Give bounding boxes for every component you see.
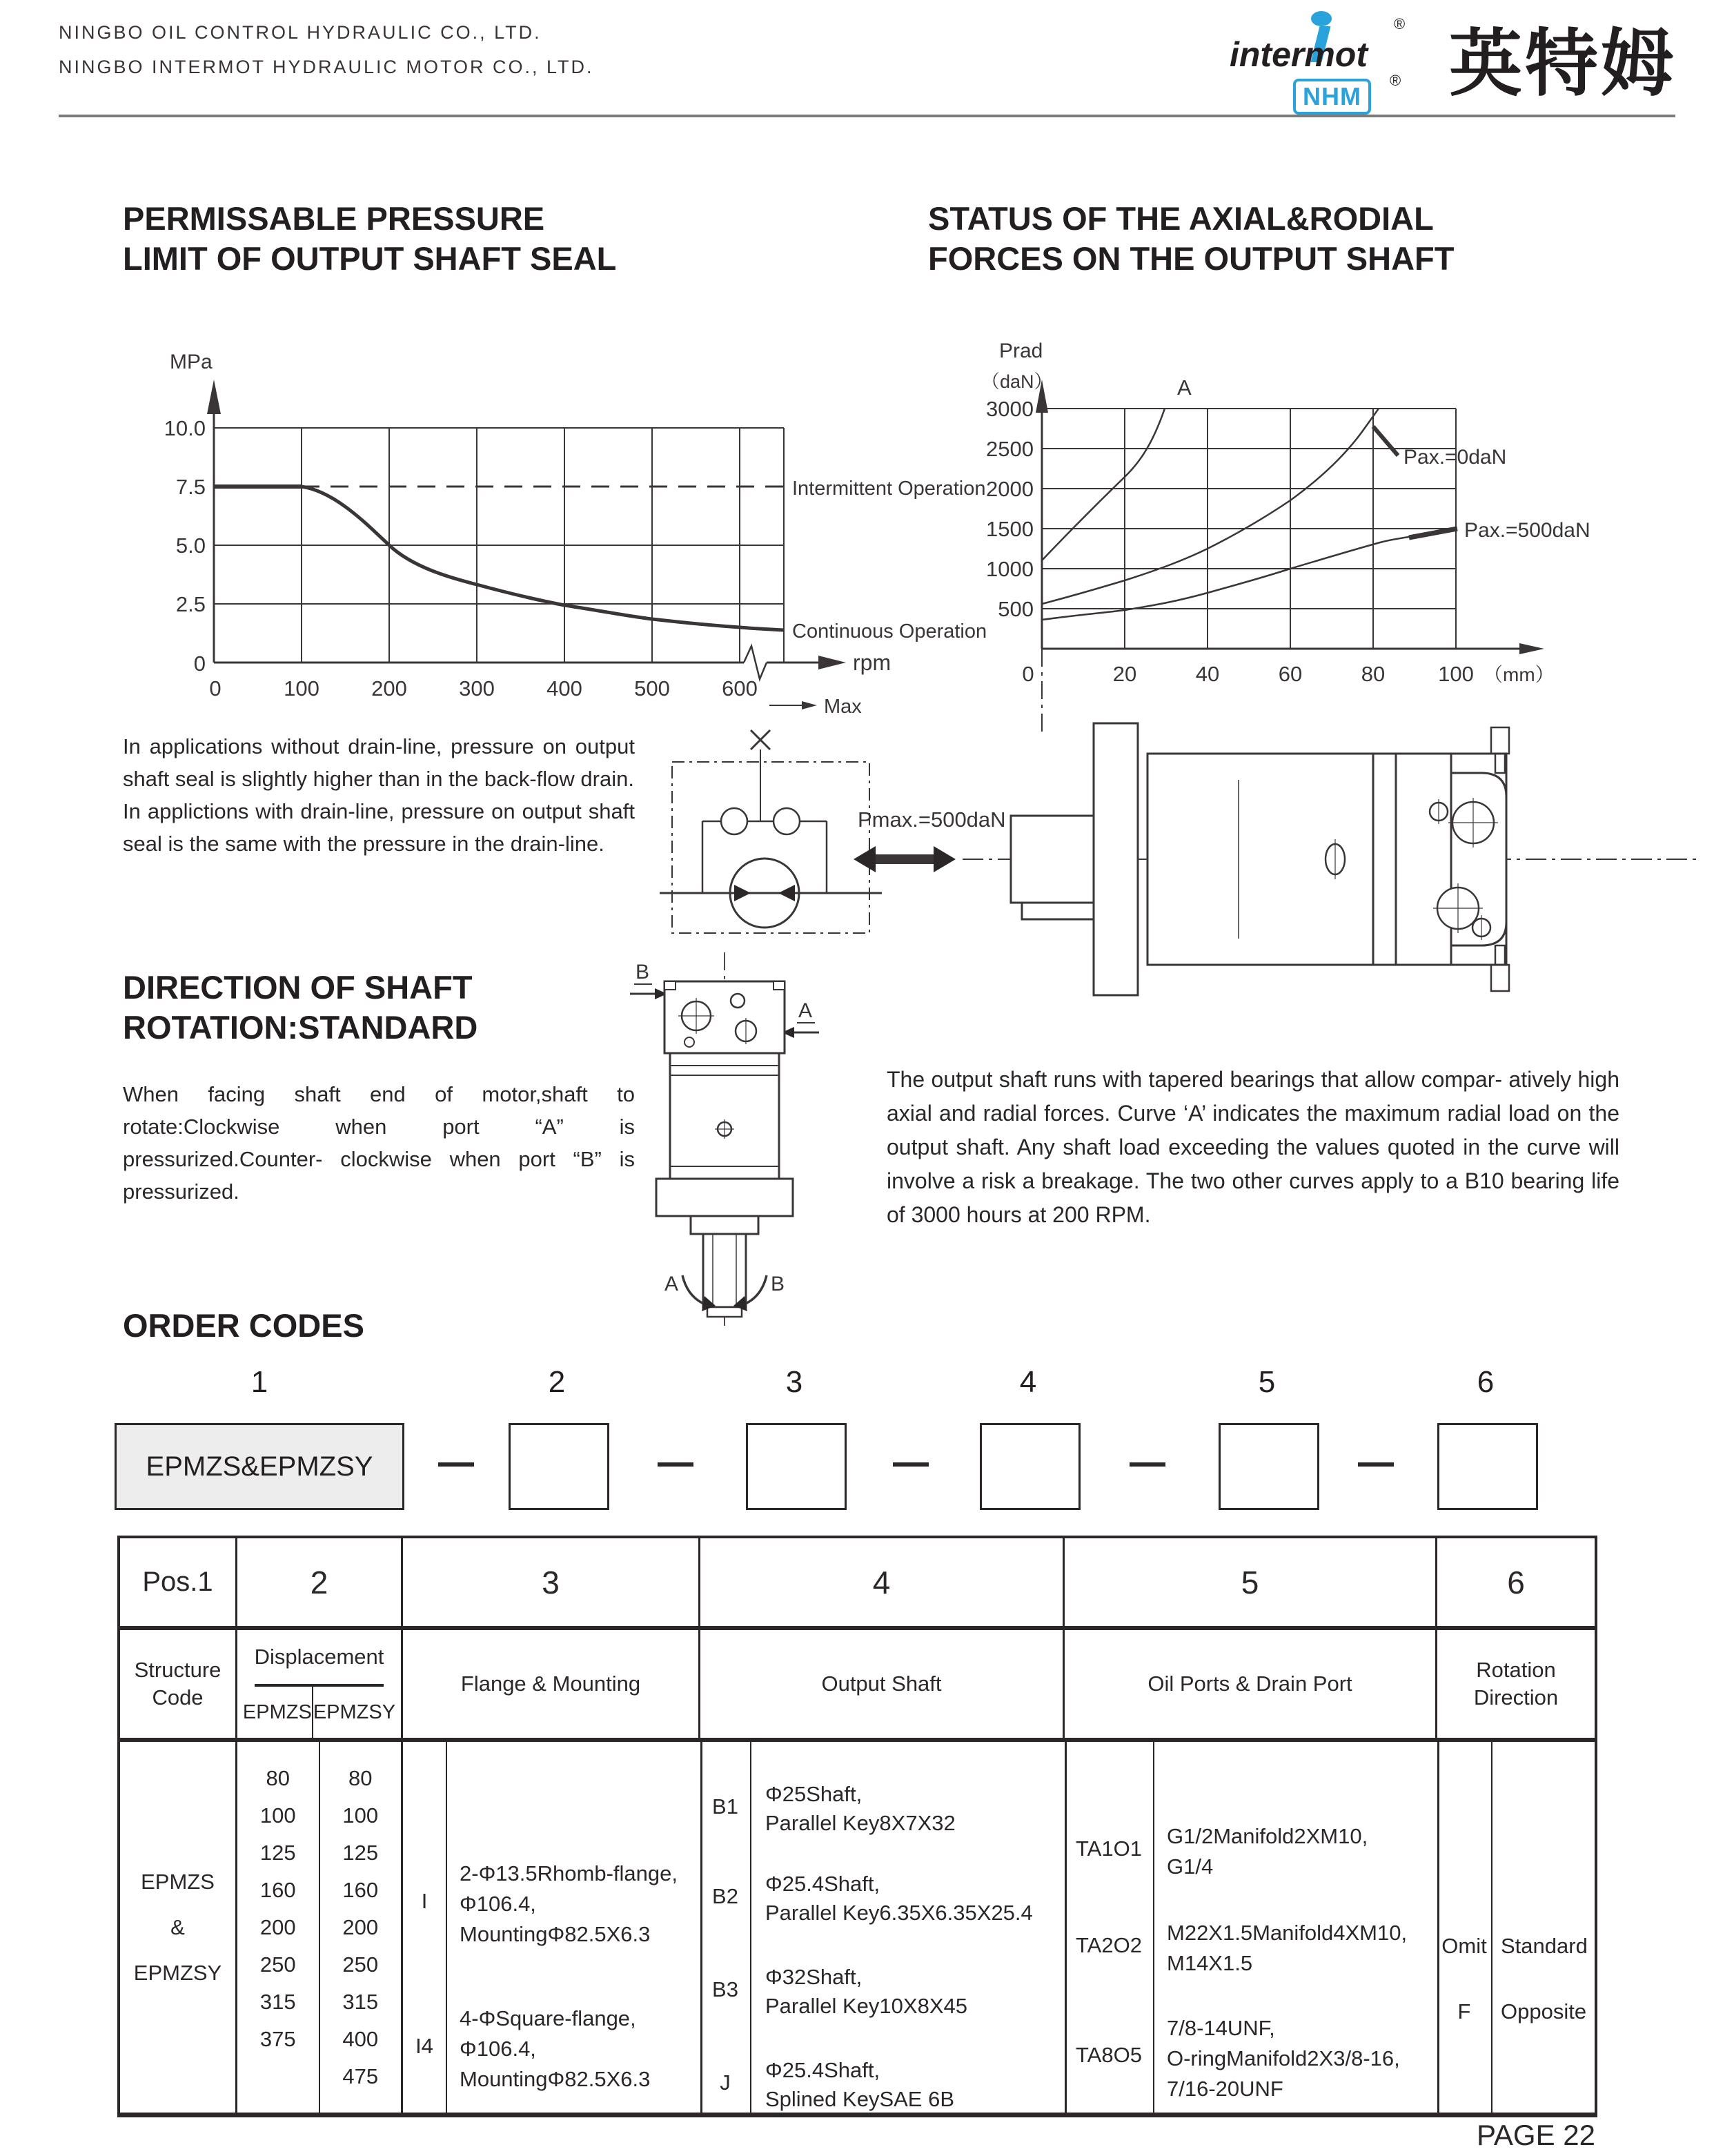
pax0-pointer xyxy=(1373,427,1398,455)
structure-code-cell: EPMZS & EPMZSY xyxy=(120,1742,237,2115)
svg-text:100: 100 xyxy=(1438,662,1474,686)
table-pos-header: 3 xyxy=(403,1538,700,1630)
y-axis-arrow-icon xyxy=(207,380,221,414)
x-axis-arrow-icon xyxy=(818,656,846,669)
code-separator-dash xyxy=(438,1462,474,1467)
port-code: TA2O2 xyxy=(1076,1933,1142,1957)
svg-text:B: B xyxy=(771,1273,785,1295)
header-rule xyxy=(59,115,1675,117)
svg-text:1000: 1000 xyxy=(986,557,1034,581)
shaft-desc: Φ25.4Shaft, Splined KeySAE 6B xyxy=(765,2058,955,2111)
svg-text:2000: 2000 xyxy=(986,477,1034,501)
flange-code: I4 xyxy=(415,2034,433,2058)
chinese-brand-name: 英特姆 xyxy=(1449,23,1677,105)
continuous-operation-curve xyxy=(302,487,784,630)
flow-arrow-right-icon xyxy=(778,885,795,901)
svg-text:10.0: 10.0 xyxy=(164,416,206,440)
x-tick-labels xyxy=(209,676,757,700)
order-code-box-5 xyxy=(1219,1423,1319,1510)
y-label-2: （daN） xyxy=(981,371,1053,392)
nhm-logo: NHM xyxy=(1293,79,1371,115)
brand-logo xyxy=(1230,4,1699,108)
svg-text:A: A xyxy=(664,1273,679,1295)
port-desc: 7/8-14UNF, O-ringManifold2X3/8-16, 7/16-20UNF xyxy=(1167,2016,1400,2101)
position-number-3: 3 xyxy=(785,1365,803,1399)
svg-text:80: 80 xyxy=(1361,662,1386,686)
structure-code-header: Structure Code xyxy=(120,1630,237,1742)
svg-text:5.0: 5.0 xyxy=(175,533,206,558)
svg-text:600: 600 xyxy=(722,676,758,700)
x-axis xyxy=(1042,643,1544,654)
x-unit-label: rpm xyxy=(853,650,891,675)
rotation-code: Omit xyxy=(1441,1934,1487,1958)
oil-ports-header: Oil Ports & Drain Port xyxy=(1065,1630,1437,1742)
position-number-6: 6 xyxy=(1477,1365,1495,1399)
curve-pax500 xyxy=(1042,537,1409,620)
rotation-desc: Standard xyxy=(1501,1934,1588,1958)
shaft-desc: Φ25Shaft, Parallel Key8X7X32 xyxy=(765,1782,956,1835)
svg-text:200: 200 xyxy=(371,676,407,700)
svg-text:B: B xyxy=(636,961,650,983)
drain-plug-icon xyxy=(751,730,770,749)
radial-forces-chart xyxy=(932,290,1734,745)
svg-text:7.5: 7.5 xyxy=(175,475,206,499)
svg-text:500: 500 xyxy=(634,676,670,700)
x-unit-label: （mm） xyxy=(1484,664,1555,685)
y-label-1: Prad xyxy=(999,340,1043,362)
axial-force-arrow-icon xyxy=(854,846,956,872)
epmzs-column-header: EPMZS xyxy=(243,1687,313,1738)
pressure-section-title: PERMISSABLE PRESSURE LIMIT OF OUTPUT SHAFT SEAL xyxy=(123,200,617,277)
svg-text:300: 300 xyxy=(459,676,495,700)
flange-desc: 4-ΦSquare-flange, Φ106.4, MountingΦ82.5X6.3 xyxy=(460,2006,651,2091)
curve-a xyxy=(1042,409,1165,560)
intermot-wordmark: intermot xyxy=(1230,35,1368,74)
port-code: TA1O1 xyxy=(1076,1836,1142,1861)
flange-header: Flange & Mounting xyxy=(403,1630,700,1742)
epmzs-values: 80 100 125 160 200 250 315 375 xyxy=(237,1742,320,2113)
motor-top-view-drawing xyxy=(624,951,825,1327)
code-separator-dash xyxy=(658,1462,693,1467)
order-code-table xyxy=(117,1536,1597,2117)
x-tick-labels xyxy=(1022,662,1473,686)
port-desc: M22X1.5Manifold4XM10, M14X1.5 xyxy=(1167,1921,1408,1975)
rotation-code: F xyxy=(1457,1999,1471,2023)
svg-text:3000: 3000 xyxy=(986,397,1034,421)
svg-text:60: 60 xyxy=(1278,662,1303,686)
flow-arrow-left-icon xyxy=(734,885,751,901)
order-code-box-2 xyxy=(509,1423,609,1510)
svg-text:1500: 1500 xyxy=(986,517,1034,541)
code-separator-dash xyxy=(1130,1462,1165,1467)
svg-text:2500: 2500 xyxy=(986,437,1034,461)
registered-mark-2: ® xyxy=(1390,72,1401,89)
order-codes-title: ORDER CODES xyxy=(123,1307,364,1344)
code-separator-dash xyxy=(1358,1462,1394,1467)
svg-text:20: 20 xyxy=(1112,662,1137,686)
rotation-desc: Opposite xyxy=(1501,1999,1587,2023)
table-pos-header: 5 xyxy=(1065,1538,1437,1630)
curve-a-label: A xyxy=(1177,375,1192,400)
svg-text:0: 0 xyxy=(1022,662,1034,686)
y-tick-labels xyxy=(164,416,206,676)
order-code-box-6 xyxy=(1437,1423,1538,1510)
intermot-i-dot-icon xyxy=(1311,11,1332,26)
table-pos-header: 2 xyxy=(237,1538,403,1630)
svg-text:100: 100 xyxy=(284,676,319,700)
output-shaft-header: Output Shaft xyxy=(700,1630,1065,1742)
position-number-5: 5 xyxy=(1258,1365,1276,1399)
position-number-1: 1 xyxy=(250,1365,268,1399)
rotation-header: Rotation Direction xyxy=(1437,1630,1595,1742)
position-number-4: 4 xyxy=(1019,1365,1037,1399)
company-names xyxy=(59,15,594,84)
company-line-2: NINGBO INTERMOT HYDRAULIC MOTOR CO., LTD. xyxy=(59,57,594,77)
displacement-header: Displacement EPMZS EPMZSY xyxy=(237,1630,403,1742)
pax0-label: Pax.=0daN xyxy=(1403,446,1507,469)
svg-text:40: 40 xyxy=(1195,662,1220,686)
order-code-box-4 xyxy=(980,1423,1081,1510)
page-number: PAGE 22 xyxy=(1477,2119,1595,2151)
motor-side-view-drawing xyxy=(852,704,1728,1015)
continuous-label: Continuous Operation xyxy=(792,620,987,643)
pressure-limit-chart xyxy=(97,297,1007,773)
pax500-pointer xyxy=(1409,529,1457,538)
company-line-1: NINGBO OIL CONTROL HYDRAULIC CO., LTD. xyxy=(59,22,542,43)
code-separator-dash xyxy=(893,1462,929,1467)
shaft-code: J xyxy=(720,2070,731,2095)
pax500-label: Pax.=500daN xyxy=(1464,519,1590,542)
svg-text:400: 400 xyxy=(546,676,582,700)
drain-line-text: In applications without drain-line, pressure on output shaft seal is slightly higher than in the back-flow drain. In applictions with drain-line, pressure on output shaft seal is the same with the pressure in the drain-line. xyxy=(123,734,635,856)
flange-mounting-cell xyxy=(403,1742,702,2115)
table-pos-header: 4 xyxy=(700,1538,1065,1630)
order-code-box-1: EPMZS&EPMZSY xyxy=(115,1423,404,1510)
bearing-text: The output shaft runs with tapered bearings that allow compar- atively high axial and radial forces. Curve ‘A’ indicates the maximum radial load on the output shaft. Any shaft load exceeding the values quoted in the curve will involve a risk a breakage. The two other curves apply to a B10 bearing life of 3000 hours at 200 RPM. xyxy=(887,1067,1619,1227)
shaft-code: B1 xyxy=(712,1794,738,1819)
port-b-arrow xyxy=(630,961,667,999)
flange-desc: 2-Φ13.5Rhomb-flange, Φ106.4, MountingΦ82.5X6.3 xyxy=(460,1861,678,1946)
svg-text:0: 0 xyxy=(193,651,206,676)
shaft-code: B3 xyxy=(712,1977,738,2001)
direction-text: When facing shaft end of motor,shaft to rotate:Clockwise when port “A” is pressurized.Counter- clockwise when port “B” is pressurized. xyxy=(123,1082,635,1204)
epmzsy-column-header: EPMZSY xyxy=(313,1701,396,1723)
check-valves xyxy=(702,808,827,893)
epmzsy-values: 80 100 125 160 200 250 315 400 475 xyxy=(342,1766,379,2088)
svg-text:A: A xyxy=(798,999,813,1022)
table-pos-header: Pos.1 xyxy=(120,1538,237,1630)
max-arrow-icon xyxy=(802,701,817,709)
svg-text:0: 0 xyxy=(209,676,221,700)
svg-text:2.5: 2.5 xyxy=(175,592,206,616)
motor-body-outline xyxy=(1011,723,1506,995)
pmax-label: Pmax.=500daN xyxy=(858,807,1006,832)
table-pos-header: 6 xyxy=(1437,1538,1595,1630)
displacement-cell xyxy=(237,1742,403,2115)
hydraulic-schematic xyxy=(657,719,885,981)
rotation-direction-cell xyxy=(1437,1742,1595,2115)
registered-mark: ® xyxy=(1394,15,1406,32)
oil-ports-cell xyxy=(1065,1742,1439,2115)
y-unit-label: MPa xyxy=(170,351,213,373)
x-axis-arrow-icon xyxy=(1519,643,1544,654)
order-code-box-3 xyxy=(746,1423,847,1510)
direction-section-title: DIRECTION OF SHAFT ROTATION:STANDARD xyxy=(123,969,478,1046)
y-tick-labels xyxy=(986,397,1034,621)
position-number-2: 2 xyxy=(548,1365,566,1399)
shaft-desc: Φ25.4Shaft, Parallel Key6.35X6.35X25.4 xyxy=(765,1872,1033,1925)
chart-grid xyxy=(214,428,784,663)
shaft-desc: Φ32Shaft, Parallel Key10X8X45 xyxy=(765,1965,967,2018)
port-desc: G1/2Manifold2XM10, G1/4 xyxy=(1167,1824,1368,1879)
port-a-arrow xyxy=(782,999,819,1038)
port-code: TA8O5 xyxy=(1076,2043,1142,2067)
intermot-logo xyxy=(1230,15,1437,110)
shaft-code: B2 xyxy=(712,1884,738,1908)
flange-code: I xyxy=(421,1889,428,1913)
intermittent-label: Intermittent Operation xyxy=(792,478,986,500)
svg-text:500: 500 xyxy=(998,597,1034,621)
curve-pax0 xyxy=(1042,409,1379,604)
forces-section-title: STATUS OF THE AXIAL&RODIAL FORCES ON THE OUTPUT SHAFT xyxy=(928,200,1455,277)
max-label: Max xyxy=(824,696,862,718)
valve-block xyxy=(664,981,785,1053)
axis-break-icon xyxy=(744,646,767,679)
output-shaft-cell xyxy=(700,1742,1067,2115)
